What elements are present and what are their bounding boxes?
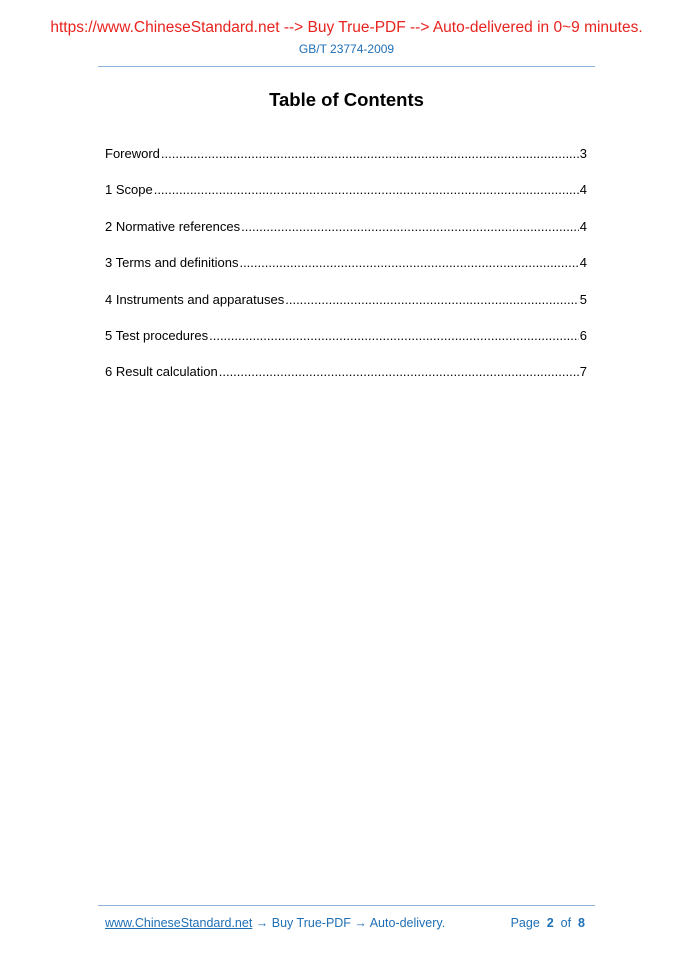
toc-entry-result-calculation[interactable] <box>105 363 587 399</box>
page-total: 8 <box>578 916 585 930</box>
page-footer <box>105 916 585 930</box>
page-word: Page <box>510 916 540 930</box>
toc-leader-dots <box>285 291 579 309</box>
standard-code: GB/T 23774-2009 <box>298 42 395 56</box>
toc-leader-dots <box>209 327 579 345</box>
toc-entry-label: 4 Instruments and apparatuses <box>105 291 285 307</box>
toc-entry-label: 6 Result calculation <box>105 364 218 380</box>
page-indicator <box>511 916 585 930</box>
toc-entry-terms-and-definitions[interactable] <box>105 254 587 290</box>
toc-leader-dots <box>154 181 579 199</box>
toc-entry-page: 4 <box>579 218 587 234</box>
page-current: 2 <box>546 916 554 930</box>
toc-entry-page: 3 <box>579 146 587 161</box>
toc-leader-dots <box>239 254 578 272</box>
footer-left <box>105 916 445 930</box>
toc-leader-dots <box>161 145 579 163</box>
toc-leader-dots <box>241 218 579 236</box>
toc-entry-label: 2 Normative references <box>105 218 241 234</box>
toc-entry-page: 6 <box>579 327 587 343</box>
toc-list <box>105 145 587 400</box>
toc-entry-label: 3 Terms and definitions <box>105 255 239 271</box>
toc-entry-page: 5 <box>579 291 587 307</box>
toc-entry-page: 7 <box>579 364 587 380</box>
toc-leader-dots <box>219 363 579 381</box>
toc-entry-normative-references[interactable] <box>105 218 587 254</box>
header-divider <box>98 66 595 67</box>
toc-entry-foreword[interactable] <box>105 145 587 181</box>
footer-tagline: → Buy True-PDF → Auto-delivery. <box>252 916 446 930</box>
toc-entry-page: 4 <box>579 255 587 271</box>
toc-entry-instruments-and-apparatuses[interactable] <box>105 291 587 327</box>
toc-entry-scope[interactable] <box>105 181 587 217</box>
header-banner: https://www.ChineseStandard.net --> Buy True-PDF --> Auto-delivered in 0~9 minutes. <box>50 19 643 36</box>
toc-entry-label: 5 Test procedures <box>105 327 209 343</box>
toc-entry-test-procedures[interactable] <box>105 327 587 363</box>
toc-title: Table of Contents <box>269 89 424 110</box>
footer-divider <box>98 905 595 906</box>
toc-entry-label: Foreword <box>105 146 160 161</box>
footer-site-link[interactable]: www.ChineseStandard.net <box>105 916 253 930</box>
toc-entry-label: 1 Scope <box>105 182 153 198</box>
toc-entry-page: 4 <box>579 182 587 198</box>
page-of: of <box>560 916 572 930</box>
